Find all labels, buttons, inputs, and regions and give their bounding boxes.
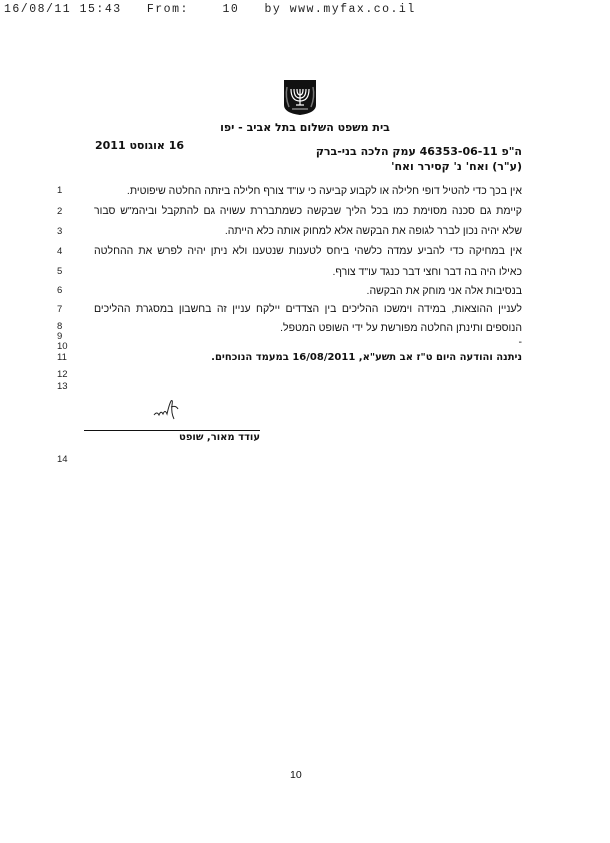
line-number: 3 [57,226,63,237]
fax-service: by www.myfax.co.il [264,3,416,16]
line-number: 7 [57,304,63,315]
body-line: אין בכך כדי להטיל דופי חלילה או לקבוע קביעה כי עו"ד צורף חלילה ביזתה החלטה שיפוטית. [126,185,522,197]
body-line: אין במחיקה כדי להביע עמדה כלשהי ביחס לטענות שנטענו ולא ניתן יהיה לפרש את ההחלטה [94,245,522,257]
case-number: ה"פ 46353-06-11 עמק הלכה בני-ברק [315,145,522,158]
given-statement: ניתנה והודעה היום ט"ז אב תשע"א, 16/08/2011 במעמד הנוכחים. [211,352,522,363]
line-number: 10 [57,341,68,352]
body-line: - [518,336,522,348]
body-line: קיימת גם סכנה מסוימת כמו בכל הליך שבקשה כשמתבררת עשויה גם להתקבל וביהמ"ש סבור [94,205,522,217]
line-number: 6 [57,285,63,296]
fax-date: 16/08/11 [4,3,72,16]
body-line: שלא יהיה נכון לברר לגופה את הבקשה אלא למחוק אותה כלא הייתה. [224,225,522,237]
body-line: לעניין ההוצאות, במידה וימשכו ההליכים בין הצדדים יילקח עניין זה בחשבון במסגרת ההליכים [94,303,522,315]
line-number: 12 [57,369,68,380]
line-number: 4 [57,246,63,257]
body-line: בנסיבות אלה אני מוחק את הבקשה. [366,285,522,297]
case-parties: (ע"ר) ואח' נ' קסירר ואח' [391,160,522,173]
line-number: 11 [57,352,67,363]
judge-name: עודד מאור, שופט [179,432,260,443]
handwritten-signature-icon [152,399,180,421]
line-number: 9 [57,331,63,342]
line-number: 8 [57,321,63,332]
line-number: 1 [57,185,63,196]
line-number: 13 [57,381,68,392]
body-line: הנוספים ותינתן החלטה מפורשת על ידי השופט המטפל. [280,322,522,334]
court-name: בית משפט השלום בתל אביב - יפו [220,121,390,134]
line-number: 5 [57,266,63,277]
fax-from-value: 10 [222,3,240,16]
state-emblem-menorah-icon [283,79,317,116]
fax-from-label: From: [146,3,189,16]
signature-line [84,430,260,431]
line-number: 2 [57,206,63,217]
line-number: 14 [57,454,68,465]
page-number: 10 [290,769,302,781]
document-date: 16 אוגוסט 2011 [95,139,185,152]
body-line: כאילו היה בה דבר וחצי דבר כנגד עו"ד צורף. [332,266,522,278]
fax-transmission-header [4,3,416,16]
fax-time: 15:43 [79,3,122,16]
